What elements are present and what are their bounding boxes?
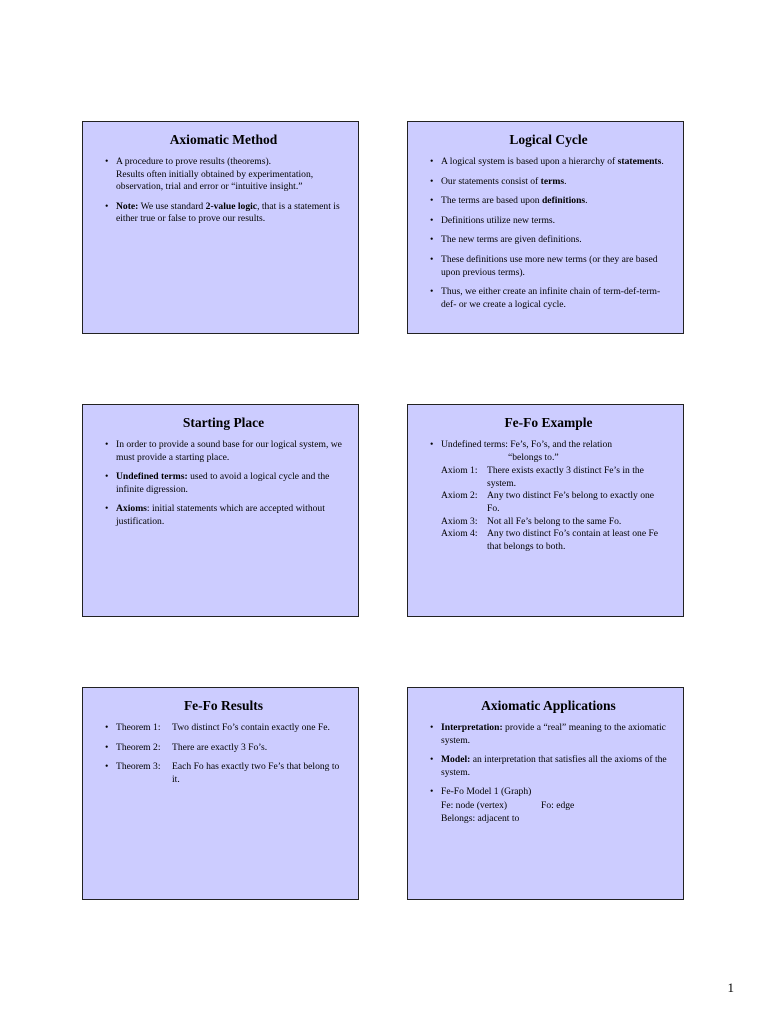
axiom-text: There exists exactly 3 distinct Fe’s in the system. <box>487 465 644 489</box>
bullet-list <box>430 722 667 799</box>
item-text: : initial statements which are accepted without justification. <box>116 503 325 527</box>
theorem-text: Each Fo has exactly two Fe’s that belong to it. <box>172 761 340 785</box>
item-bold: 2-value logic <box>205 200 258 212</box>
axiom-row <box>430 528 667 553</box>
bullet-icon: • <box>430 214 434 226</box>
list-item <box>105 439 342 464</box>
item-text: We use standard <box>138 200 206 212</box>
bullet-icon: • <box>105 200 109 212</box>
bullet-icon: • <box>430 175 434 187</box>
item-bold: Undefined terms: <box>116 471 188 483</box>
slide-fe-fo-results <box>82 687 359 900</box>
model-fe: Fe: node (vertex) <box>441 799 508 811</box>
slide-starting-place <box>82 404 359 617</box>
item-text: . <box>564 175 567 187</box>
list-item <box>430 234 667 247</box>
theorem-label: Theorem 3: <box>116 761 161 773</box>
item-text: A logical system is based upon a hierarchy of <box>441 156 618 167</box>
model-belongs: Belongs: adjacent to <box>441 812 520 824</box>
list-item <box>430 754 667 779</box>
list-item <box>430 156 667 169</box>
theorem-text: There are exactly 3 Fo’s. <box>172 741 268 753</box>
item-text: These definitions use more new terms (or they are based upon previous terms). <box>441 253 658 278</box>
slide-title: Fe-Fo Results <box>183 698 264 713</box>
bullet-icon: • <box>105 156 109 167</box>
list-item <box>430 439 667 464</box>
item-text: used to avoid a logical cycle and the infinite digression. <box>116 471 330 495</box>
slide-title: Starting Place <box>182 415 265 430</box>
slide-axiomatic-method <box>82 121 359 334</box>
item-text: Undefined terms: Fe’s, Fo’s, and the relation <box>441 439 613 450</box>
item-text: The terms are based upon <box>441 195 542 207</box>
model-line <box>430 813 667 826</box>
bullet-list <box>105 439 342 529</box>
item-text: A procedure to prove results (theorems). <box>116 156 272 167</box>
axiom-label: Axiom 3: <box>441 515 478 527</box>
list-item <box>430 215 667 228</box>
bullet-list <box>430 156 667 311</box>
slide-title: Axiomatic Applications <box>481 698 616 713</box>
axiom-row <box>430 490 667 515</box>
item-text: Definitions utilize new terms. <box>441 214 556 226</box>
list-item <box>105 761 342 786</box>
bullet-icon: • <box>430 722 434 733</box>
bullet-icon: • <box>105 471 109 483</box>
item-bold: definitions <box>541 195 586 207</box>
list-item <box>105 503 342 528</box>
bullet-icon: • <box>430 156 434 167</box>
item-bold: Note: <box>116 200 139 212</box>
bullet-icon: • <box>105 503 109 515</box>
item-text: “belongs to.” <box>508 451 559 463</box>
axiom-text: Not all Fe’s belong to the same Fo. <box>487 515 622 527</box>
page-number: 1 <box>727 980 734 995</box>
axiom-row <box>430 516 667 529</box>
slide-logical-cycle <box>407 121 684 334</box>
item-text: . <box>585 195 588 207</box>
list-item <box>430 254 667 279</box>
bullet-icon: • <box>105 439 109 450</box>
item-text: , that is a statement is either true or false to prove our results. <box>116 200 340 225</box>
bullet-icon: • <box>430 286 434 298</box>
item-text: Fe-Fo Model 1 (Graph) <box>441 786 532 798</box>
axiom-text: Any two distinct Fe’s belong to exactly one Fo. <box>487 490 655 514</box>
axiom-label: Axiom 4: <box>441 528 478 540</box>
item-bold: terms <box>540 175 565 187</box>
bullet-list <box>105 156 342 226</box>
axiom-label: Axiom 1: <box>441 465 478 477</box>
list-item <box>430 176 667 189</box>
bullet-icon: • <box>105 741 109 753</box>
item-text: In order to provide a sound base for our logical system, we must provide a starting place. <box>116 439 342 463</box>
bullet-icon: • <box>430 253 434 265</box>
slide-title: Logical Cycle <box>509 132 588 147</box>
item-text: Our statements consist of <box>441 175 541 187</box>
list-item <box>430 195 667 208</box>
list-item <box>105 742 342 755</box>
bullet-icon: • <box>430 195 434 207</box>
model-fo: Fo: edge <box>541 799 575 811</box>
slide-title: Fe-Fo Example <box>504 415 593 430</box>
item-text: an interpretation that satisfies all the axioms of the system. <box>441 754 667 778</box>
list-item <box>105 201 342 226</box>
bullet-icon: • <box>105 722 109 733</box>
item-text: . <box>661 156 664 167</box>
item-bold: Axioms <box>116 503 147 515</box>
item-text: Thus, we either create an infinite chain of term-def-term-def- or we create a logical cycle. <box>441 286 661 310</box>
list-item <box>105 156 342 194</box>
list-item <box>105 722 342 735</box>
list-item <box>430 286 667 311</box>
item-bold: Model: <box>441 754 471 766</box>
item-text: provide a “real” meaning to the axiomatic system. <box>441 722 666 746</box>
axiom-row <box>430 465 667 490</box>
slide-axiomatic-applications <box>407 687 684 900</box>
axiom-label: Axiom 2: <box>441 490 478 502</box>
slide-title: Axiomatic Method <box>169 132 278 147</box>
model-line <box>430 800 667 813</box>
bullet-icon: • <box>105 761 109 773</box>
list-item <box>430 722 667 747</box>
list-item <box>430 786 667 799</box>
bullet-icon: • <box>430 234 434 246</box>
theorem-label: Theorem 1: <box>116 722 161 733</box>
item-bold: statements <box>617 156 662 167</box>
bullet-list <box>430 439 667 464</box>
slide-fe-fo-example <box>407 404 684 617</box>
bullet-icon: • <box>430 439 434 450</box>
bullet-icon: • <box>430 754 434 766</box>
axiom-text: Any two distinct Fo’s contain at least one Fe that belongs to both. <box>487 528 659 552</box>
bullet-icon: • <box>430 786 434 798</box>
theorem-text: Two distinct Fo’s contain exactly one Fe. <box>172 722 330 733</box>
item-bold: Interpretation: <box>441 722 503 733</box>
theorem-label: Theorem 2: <box>116 741 161 753</box>
item-text: Results often initially obtained by experimentation, observation, trial and error or “intuitive insight.” <box>116 168 314 193</box>
list-item <box>105 471 342 496</box>
bullet-list <box>105 722 342 786</box>
item-text: The new terms are given definitions. <box>441 234 582 246</box>
